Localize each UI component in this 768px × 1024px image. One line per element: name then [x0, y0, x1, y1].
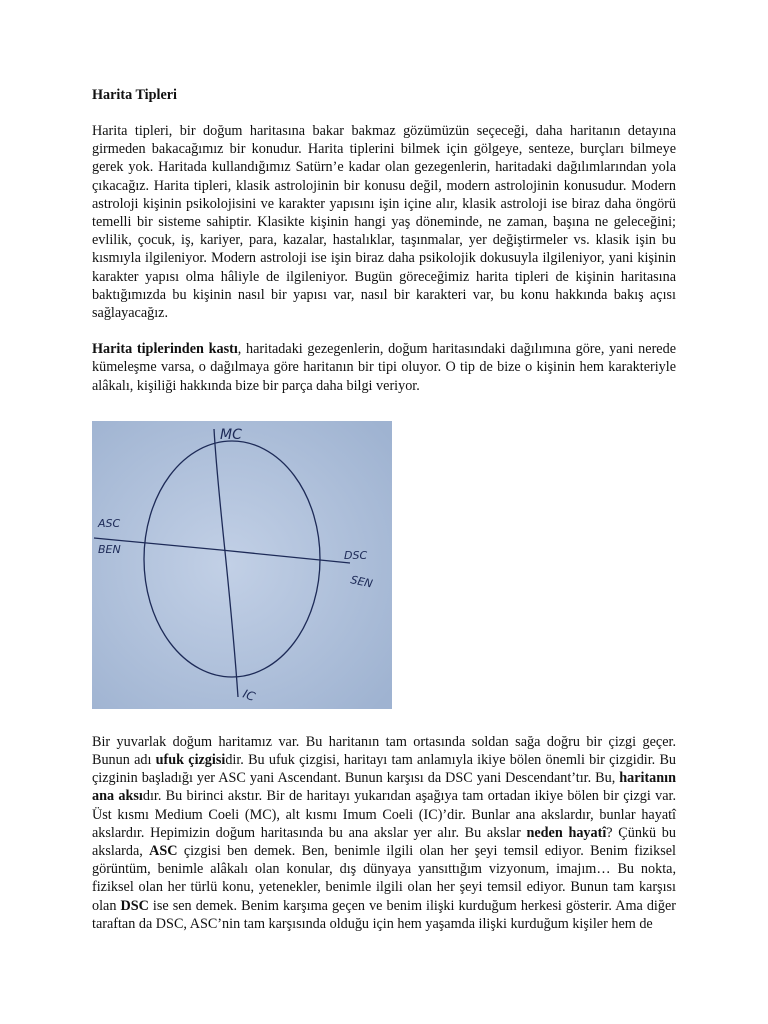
- axes-bold-asc: ASC: [149, 843, 178, 860]
- label-dsc: DSC: [344, 548, 368, 562]
- intro-paragraph: Harita tipleri, bir doğum haritasına bakar bakmaz gözümüzün seçeceği, daha haritanın detayına girmeden bakacağımız bir konudur. Harita tiplerini bilmek için gölgeye, senteze, burçları bilmeye gerek yok. Haritada kullandığımız Satürn’e kadar olan gezegenlerin, haritadaki dağılımlarından yola çıkacağız. Harita tipleri, klasik astrolojinin bir konusu değil, modern astrolojinin konusudur. Modern astroloji kişinin psikolojisini ve karakter yapısını işin içine alır, klasik astroloji ise biraz daha öngörü temelli bir sisteme sahiptir. Klasikte kişinin hangi yaş döneminde, ne zaman, başına ne geleceğini; evlilik, çocuk, iş, kariyer, para, kazalar, hastalıklar, taşınmalar, yer değiştirmeler vs. klasik işin bu kısmıyla ilgileniyor. Modern astroloji ise işin biraz daha psikolojik dokusuyla ilgileniyor, yani kişinin karakter yapısı olma hâliyle de ilgileniyor. Bugün göreceğimiz harita tipleri de kişinin haritasına baktığımızda bu kişinin nasıl bir yapısı var, nasıl bir karakteri var, bu konu hakkında bakış açısı sağlayacağız.: [92, 123, 676, 322]
- label-sen: SEN: [349, 573, 374, 591]
- axes-bold-main-axis: haritanın ana aksı: [92, 770, 676, 805]
- hand-drawn-birth-chart: [92, 421, 392, 709]
- axes-text-3: dır. Bu birinci akstır. Bir de haritayı yukarıdan aşağıya tam ortadan ikiye bölen bir çizgi var. Üst kısmı Medium Coeli (MC), alt kısmı Imum Coeli (IC)’dir. Bunlar ana akslardır, bunlar hayatî akslardır. Hepimizin doğum haritasında bu ana akslar yer alır. Bu akslar: [92, 788, 676, 841]
- definition-bold-term: Harita tiplerinden kastı: [92, 341, 238, 358]
- axes-text-6: ise sen demek. Benim karşıma geçen ve benim ilişki kurduğum herkesi gösterir. Ama diğer taraftan da DSC, ASC’nin tam karşısında olduğu için hem yaşamda ilişki kurduğum kişiler hem de: [92, 897, 676, 932]
- label-asc: ASC: [98, 516, 121, 530]
- axes-paragraph: [92, 733, 676, 933]
- label-ben: BEN: [98, 542, 121, 556]
- axes-text-5: çizgisi ben demek. Ben, benimle ilgili olan her şeyi temsil ediyor. Benim fiziksel görüntüm, benimle alâkalı olan konular, dış dünyaya yansıttığım vizyonum, imajım… Bu nokta, fiziksel olan her türlü konu, yetenekler, benimle ilgili olan her şeyi temsil ediyor. Bunun tam karşısı olan: [92, 843, 676, 914]
- definition-text: , haritadaki gezegenlerin, doğum haritasındaki dağılımına göre, yani nerede kümeleşme varsa, o dağılmaya göre haritanın bir tipi oluyor. O tip de bize o kişinin hem karakteriyle alâkalı, kişiliği hakkında bize bir parça daha bilgi veriyor.: [92, 341, 676, 394]
- axes-bold-dsc: DSC: [120, 897, 149, 914]
- axes-bold-why-vital: neden hayatî: [526, 824, 607, 841]
- label-ic: IC: [240, 686, 257, 704]
- label-mc: MC: [220, 426, 242, 443]
- definition-paragraph: [92, 340, 676, 395]
- document-title: Harita Tipleri: [92, 87, 177, 103]
- axes-bold-horizon-line: ufuk çizgisi: [155, 752, 226, 769]
- axes-text-4: ? Çünkü bu akslarda,: [92, 824, 676, 860]
- axes-text-1: Bir yuvarlak doğum haritamız var. Bu haritanın tam ortasında soldan sağa doğru bir çizgi geçer. Bunun adı: [92, 733, 676, 769]
- axes-text-2: dir. Bu ufuk çizgisi, haritayı tam anlamıyla ikiye bölen önemli bir çizgidir. Bu çizginin başladığı yer ASC yani Ascendant. Bunun karşısı da DSC yani Descendant’tır. Bu,: [92, 752, 677, 787]
- chart-photo: [92, 421, 392, 709]
